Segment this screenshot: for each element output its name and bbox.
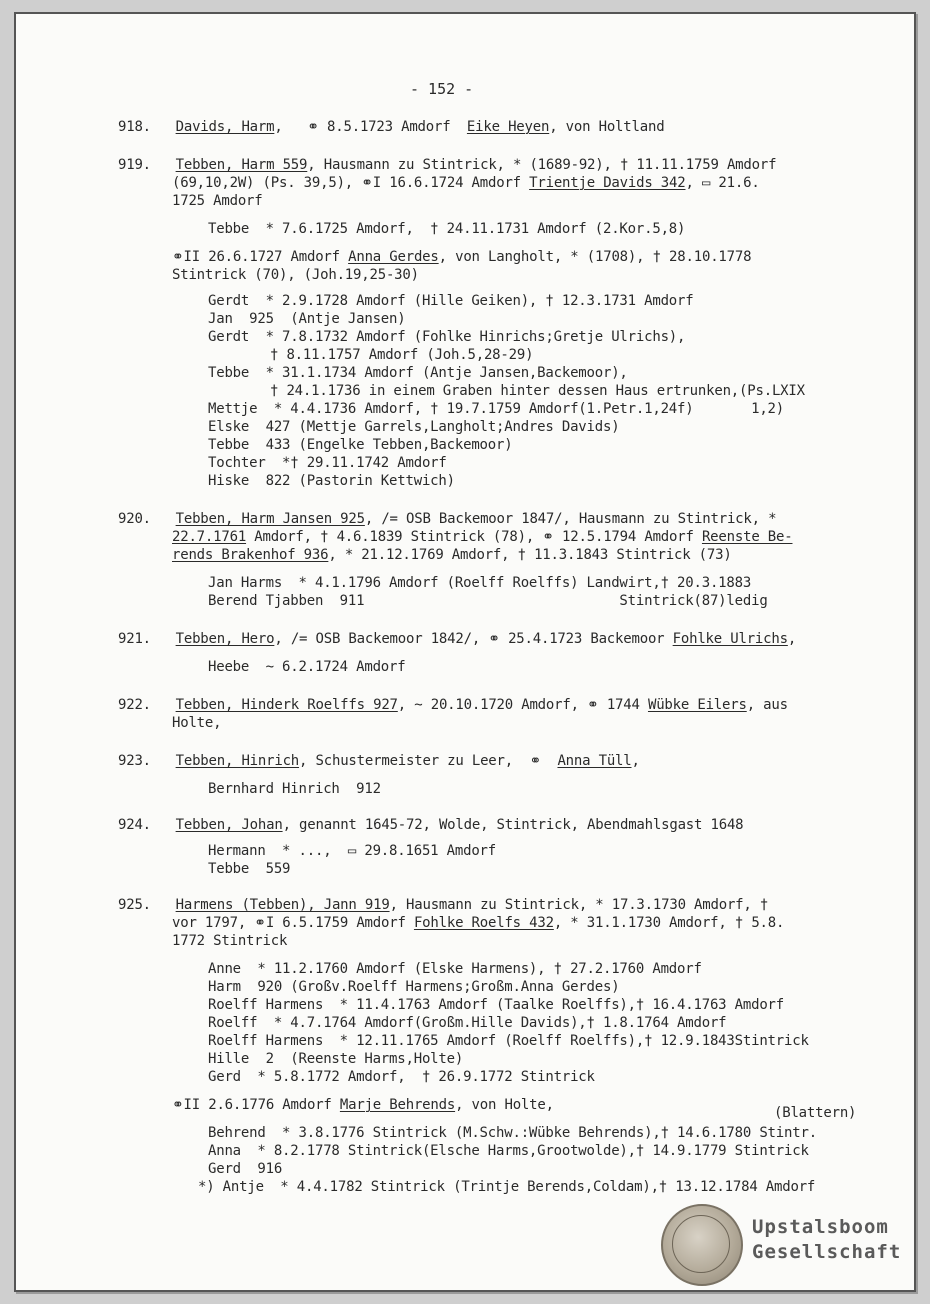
line-text: , ⚭ 8.5.1723 Amdorf bbox=[274, 119, 467, 135]
line-text: 1725 Amdorf bbox=[172, 193, 263, 209]
line-text: Heebe ~ 6.2.1724 Amdorf bbox=[208, 659, 406, 675]
underlined-name: Marje Behrends bbox=[339, 1097, 456, 1113]
underlined-name: Fohlke Ulrichs bbox=[672, 631, 788, 647]
line-text: , /= OSB Backemoor 1842/, ⚭ 25.4.1723 Backemoor bbox=[274, 631, 673, 647]
text-line bbox=[208, 592, 768, 610]
underlined-name: Trientje Davids 342 bbox=[529, 175, 686, 191]
underlined-name: Anna Gerdes bbox=[348, 249, 439, 265]
line-text: Gerd 916 bbox=[208, 1161, 283, 1177]
line-text: , bbox=[631, 753, 640, 769]
text-line bbox=[270, 382, 805, 400]
line-text: , Hausmann zu Stintrick, * (1689-92), † 11.11.1759 Amdorf bbox=[307, 157, 777, 173]
line-text: , ▭ 21.6. bbox=[685, 175, 760, 191]
text-line bbox=[172, 546, 732, 564]
line-text: 918. bbox=[118, 119, 176, 135]
text-line bbox=[208, 1050, 463, 1068]
line-text: Tochter *† 29.11.1742 Amdorf bbox=[208, 455, 447, 471]
line-text: , von Holte, bbox=[455, 1097, 554, 1113]
underlined-name: Reenste Be- bbox=[701, 529, 793, 545]
text-line bbox=[118, 816, 743, 834]
text-line bbox=[118, 156, 776, 174]
text-line bbox=[172, 192, 263, 210]
line-text: Roelff * 4.7.1764 Amdorf(Großm.Hille Davids),† 1.8.1764 Amdorf bbox=[208, 1015, 727, 1031]
line-text: Hiske 822 (Pastorin Kettwich) bbox=[208, 473, 455, 489]
text-line bbox=[118, 752, 640, 770]
text-line bbox=[208, 292, 694, 310]
line-text: Tebbe 559 bbox=[208, 861, 291, 877]
text-line bbox=[172, 528, 792, 546]
line-text: Gerdt * 2.9.1728 Amdorf (Hille Geiken), † 12.3.1731 Amdorf bbox=[208, 293, 694, 309]
line-text: , von Langholt, * (1708), † 28.10.1778 bbox=[438, 249, 752, 265]
line-text: Jan Harms * 4.1.1796 Amdorf (Roelff Roelffs) Landwirt,† 20.3.1883 bbox=[208, 575, 752, 591]
line-text: Bernhard Hinrich 912 bbox=[208, 781, 381, 797]
line-text: Tebbe 433 (Engelke Tebben,Backemoor) bbox=[208, 437, 513, 453]
line-text: Berend Tjabben 911 Stintrick(87)ledig bbox=[208, 593, 768, 609]
text-line bbox=[208, 310, 406, 328]
text-line bbox=[208, 454, 447, 472]
text-line bbox=[208, 1032, 809, 1050]
line-text: , aus bbox=[746, 697, 788, 713]
line-text: † 24.1.1736 in einem Graben hinter dessen Haus ertrunken,(Ps.LXIX bbox=[270, 383, 805, 399]
text-line bbox=[208, 220, 685, 238]
text-line bbox=[208, 1068, 595, 1086]
line-text: vor 1797, ⚭I 6.5.1759 Amdorf bbox=[172, 915, 414, 931]
text-line bbox=[172, 714, 221, 732]
text-line bbox=[208, 996, 784, 1014]
line-text: Anne * 11.2.1760 Amdorf (Elske Harmens), † 27.2.1760 Amdorf bbox=[208, 961, 702, 977]
line-text: , /= OSB Backemoor 1847/, Hausmann zu Stintrick, * bbox=[364, 511, 777, 527]
line-text: 920. bbox=[118, 511, 176, 527]
line-text: Elske 427 (Mettje Garrels,Langholt;Andres Davids) bbox=[208, 419, 620, 435]
line-text: † 8.11.1757 Amdorf (Joh.5,28-29) bbox=[270, 347, 534, 363]
line-text: 923. bbox=[118, 753, 176, 769]
line-text: 925. bbox=[118, 897, 176, 913]
line-text: Tebbe * 31.1.1734 Amdorf (Antje Jansen,Backemoor), bbox=[208, 365, 628, 381]
line-text: , bbox=[787, 631, 797, 647]
line-text: Behrend * 3.8.1776 Stintrick (M.Schw.:Wübke Behrends),† 14.6.1780 Stintr. bbox=[208, 1125, 817, 1141]
line-text: , Schustermeister zu Leer, ⚭ bbox=[299, 753, 558, 769]
line-text: Jan 925 (Antje Jansen) bbox=[208, 311, 406, 327]
line-text: Gerd * 5.8.1772 Amdorf, † 26.9.1772 Stintrick bbox=[208, 1069, 595, 1085]
text-line bbox=[208, 574, 751, 592]
text-line bbox=[208, 978, 619, 996]
line-text: 921. bbox=[118, 631, 176, 647]
line-text: (69,10,2W) (Ps. 39,5), ⚭I 16.6.1724 Amdorf bbox=[172, 175, 530, 191]
logo-text-line2: Gesellschaft bbox=[752, 1241, 902, 1263]
underlined-name: 22.7.1761 bbox=[172, 529, 247, 545]
line-text: (Blattern) bbox=[774, 1105, 857, 1121]
text-line bbox=[208, 328, 685, 346]
text-line bbox=[118, 118, 664, 136]
text-line bbox=[198, 1178, 815, 1196]
line-text: , ~ 20.10.1720 Amdorf, ⚭ 1744 bbox=[397, 697, 648, 713]
text-line bbox=[172, 248, 751, 266]
text-line bbox=[208, 658, 406, 676]
line-text: 924. bbox=[118, 817, 176, 833]
line-text: , * 31.1.1730 Amdorf, † 5.8. bbox=[553, 915, 785, 931]
line-text: 922. bbox=[118, 697, 176, 713]
line-text: Hille 2 (Reenste Harms,Holte) bbox=[208, 1051, 464, 1067]
text-line bbox=[774, 1104, 856, 1122]
logo-text-line1: Upstalsboom bbox=[752, 1216, 889, 1238]
text-line bbox=[172, 266, 419, 284]
line-text: Stintrick (70), (Joh.19,25-30) bbox=[172, 267, 419, 283]
text-line bbox=[172, 914, 784, 932]
line-text: Hermann * ..., ▭ 29.8.1651 Amdorf bbox=[208, 843, 497, 859]
text-line bbox=[118, 696, 788, 714]
line-text: 1772 Stintrick bbox=[172, 933, 288, 949]
text-line bbox=[208, 1014, 726, 1032]
text-line bbox=[208, 1160, 282, 1178]
line-text: Mettje * 4.4.1736 Amdorf, † 19.7.1759 Amdorf(1.Petr.1,24f) 1,2) bbox=[208, 401, 785, 417]
line-text: Tebbe * 7.6.1725 Amdorf, † 24.11.1731 Amdorf (2.Kor.5,8) bbox=[208, 221, 686, 237]
text-line bbox=[208, 780, 381, 798]
line-text: Gerdt * 7.8.1732 Amdorf (Fohlke Hinrichs;Gretje Ulrichs), bbox=[208, 329, 686, 345]
text-line bbox=[208, 1124, 817, 1142]
line-text: Harm 920 (Großv.Roelff Harmens;Großm.Anna Gerdes) bbox=[208, 979, 620, 995]
text-line bbox=[118, 896, 768, 914]
line-text: Anna * 8.2.1778 Stintrick(Elsche Harms,Grootwolde),† 14.9.1779 Stintrick bbox=[208, 1143, 809, 1159]
underlined-name: Harmens (Tebben), Jann 919 bbox=[175, 897, 390, 913]
line-text: *) Antje * 4.4.1782 Stintrick (Trintje Berends,Coldam),† 13.12.1784 Amdorf bbox=[198, 1179, 816, 1195]
text-line bbox=[118, 630, 796, 648]
text-line bbox=[208, 436, 512, 454]
text-line bbox=[208, 400, 784, 418]
line-text: Roelff Harmens * 12.11.1765 Amdorf (Roelff Roelffs),† 12.9.1843Stintrick bbox=[208, 1033, 809, 1049]
text-line bbox=[208, 842, 496, 860]
text-line bbox=[208, 418, 619, 436]
underlined-name: Eike Heyen bbox=[466, 119, 550, 135]
text-line bbox=[118, 510, 776, 528]
line-text: Roelff Harmens * 11.4.1763 Amdorf (Taalke Roelffs),† 16.4.1763 Amdorf bbox=[208, 997, 785, 1013]
underlined-name: Davids, Harm bbox=[175, 119, 275, 135]
underlined-name: Tebben, Harm Jansen 925 bbox=[175, 511, 365, 527]
underlined-name: Anna Tüll bbox=[557, 753, 632, 769]
text-line bbox=[270, 346, 533, 364]
text-line bbox=[172, 932, 287, 950]
underlined-name: rends Brakenhof 936 bbox=[172, 547, 329, 563]
underlined-name: Tebben, Hinrich bbox=[175, 753, 300, 769]
upstalsboom-seal-logo bbox=[661, 1204, 743, 1286]
underlined-name: Tebben, Hinderk Roelffs 927 bbox=[175, 697, 398, 713]
line-text: , Hausmann zu Stintrick, * 17.3.1730 Amdorf, † bbox=[389, 897, 769, 913]
underlined-name: Wübke Eilers bbox=[647, 697, 747, 713]
line-text: , genannt 1645-72, Wolde, Stintrick, Abendmahlsgast 1648 bbox=[282, 817, 744, 833]
underlined-name: Fohlke Roelfs 432 bbox=[413, 915, 554, 931]
line-text: , * 21.12.1769 Amdorf, † 11.3.1843 Stintrick (73) bbox=[328, 547, 732, 563]
page-number: - 152 - bbox=[410, 80, 474, 98]
line-text: Holte, bbox=[172, 715, 222, 731]
line-text: 919. bbox=[118, 157, 176, 173]
line-text: , von Holtland bbox=[549, 119, 665, 135]
line-text: ⚭II 26.6.1727 Amdorf bbox=[172, 249, 349, 265]
text-line bbox=[208, 860, 290, 878]
underlined-name: Tebben, Johan bbox=[175, 817, 283, 833]
line-text: Amdorf, † 4.6.1839 Stintrick (78), ⚭ 12.5.1794 Amdorf bbox=[246, 529, 702, 545]
text-line bbox=[172, 174, 760, 192]
underlined-name: Tebben, Harm 559 bbox=[175, 157, 308, 173]
text-line bbox=[208, 960, 702, 978]
line-text: ⚭II 2.6.1776 Amdorf bbox=[172, 1097, 340, 1113]
underlined-name: Tebben, Hero bbox=[175, 631, 275, 647]
text-line bbox=[172, 1096, 554, 1114]
text-line bbox=[208, 1142, 809, 1160]
text-line bbox=[208, 364, 628, 382]
text-line bbox=[208, 472, 455, 490]
